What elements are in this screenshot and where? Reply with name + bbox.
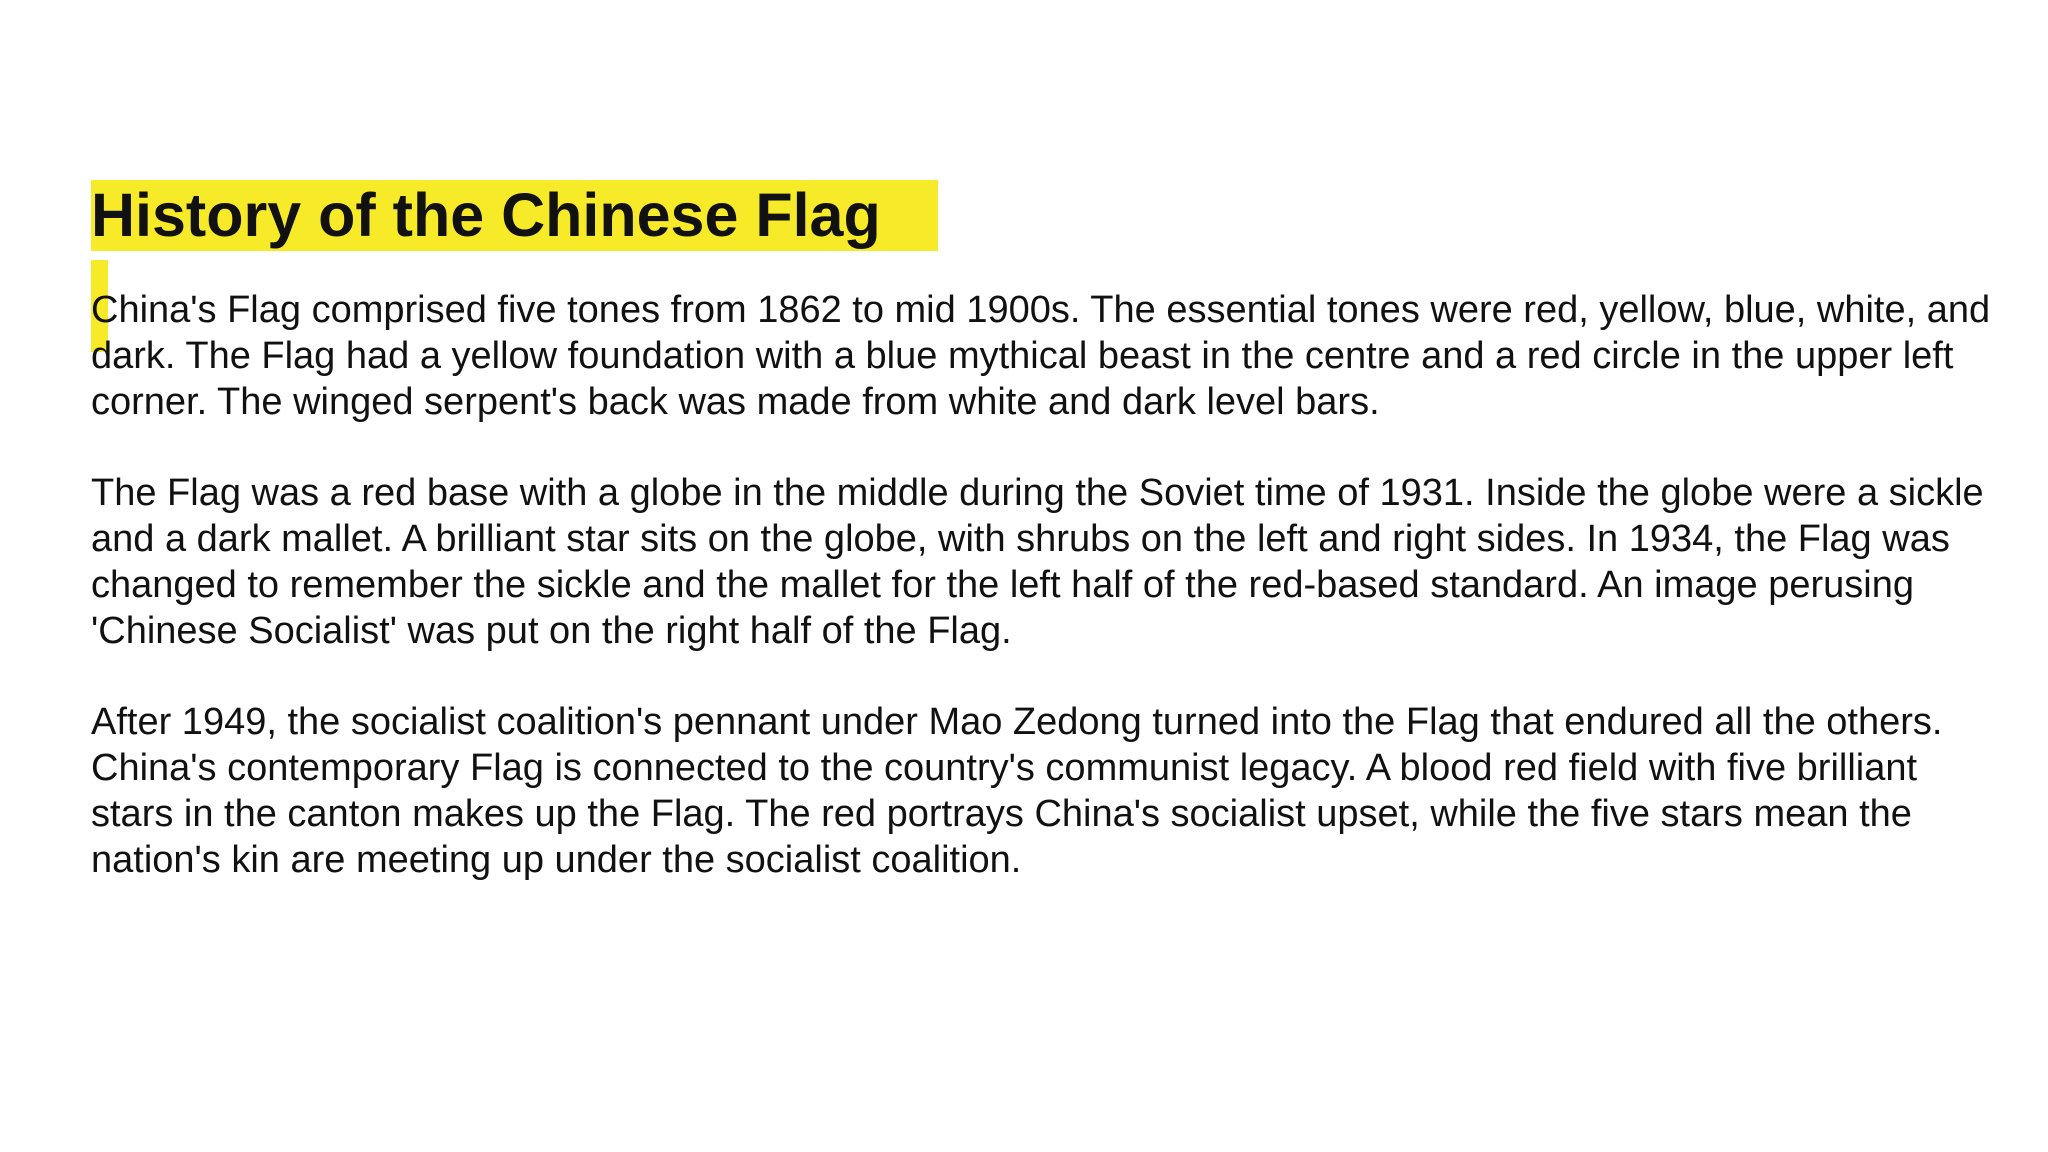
document-content	[91, 180, 2021, 928]
paragraph-2: The Flag was a red base with a globe in the middle during the Soviet time of 1931. Inside the globe were a sickle and a dark mallet. A brilliant star sits on the globe, with shrubs on the left and right sides. In 1934, the Flag was changed to remember the sickle and the mallet for the left half of the red-based standard. An image perusing 'Chinese Socialist' was put on the right half of the Flag.	[91, 472, 1984, 652]
paragraph-3: After 1949, the socialist coalition's pennant under Mao Zedong turned into the Flag that endured all the others. China's contemporary Flag is connected to the country's communist legacy. A blood red field with five brilliant stars in the canton makes up the Flag. The red portrays China's socialist upset, while the five stars mean the nation's kin are meeting up under the socialist coalition.	[91, 701, 1943, 881]
title-block	[91, 180, 881, 251]
page-title: History of the Chinese Flag	[91, 181, 881, 249]
paragraph-1: China's Flag comprised five tones from 1862 to mid 1900s. The essential tones were red, yellow, blue, white, and dark. The Flag had a yellow foundation with a blue mythical beast in the centre and a red circle in the upper left corner. The winged serpent's back was made from white and dark level bars.	[91, 289, 1991, 423]
body-text	[91, 287, 2021, 883]
